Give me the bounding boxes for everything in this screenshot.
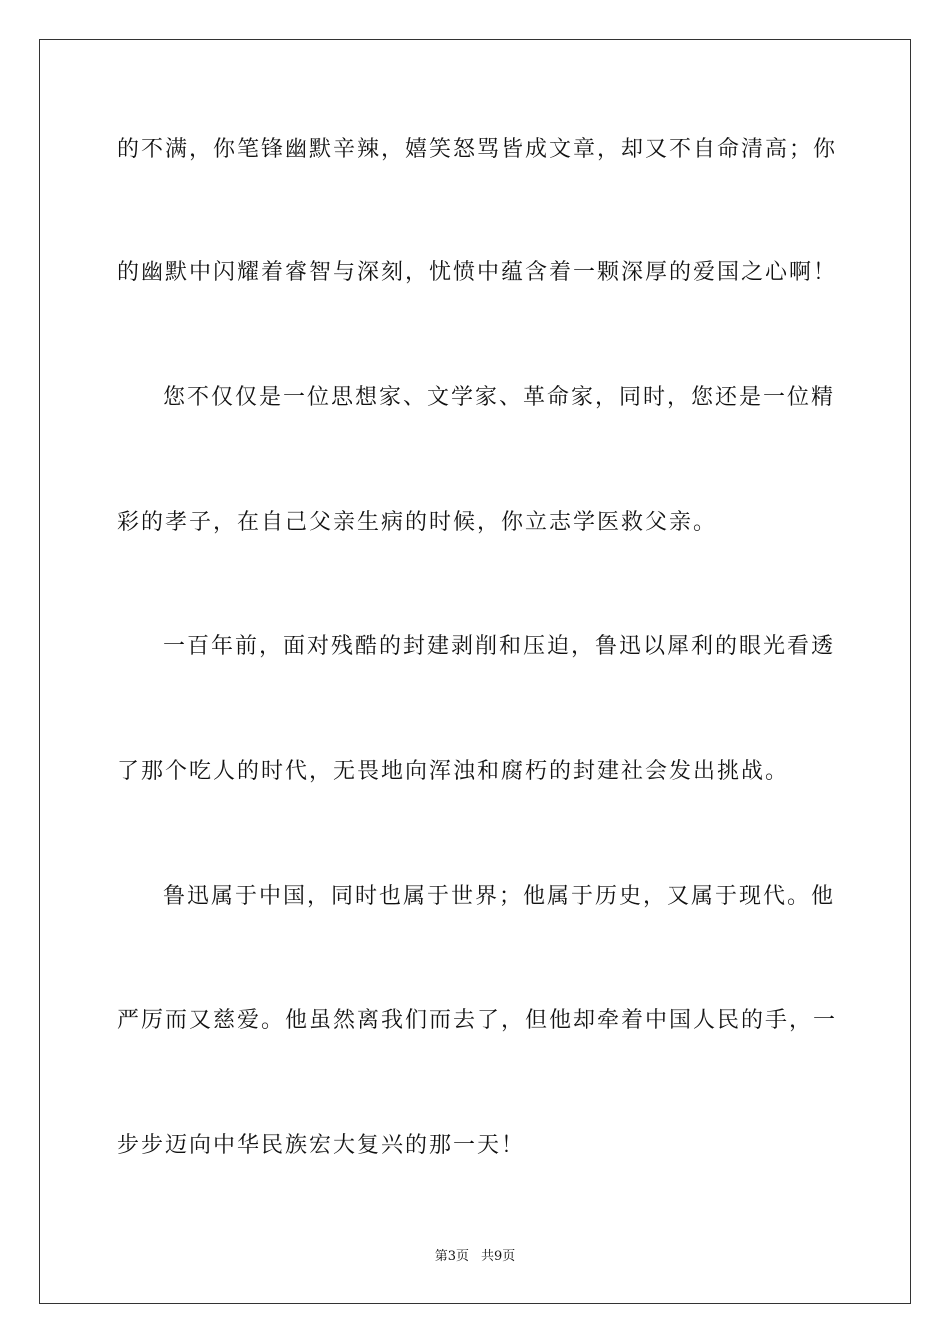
text-line: 步步迈向中华民族宏大复兴的那一天！ (117, 1133, 526, 1158)
page-border (39, 39, 911, 1304)
text-line: 的幽默中闪耀着睿智与深刻，忧愤中蕴含着一颗深厚的爱国之心啊！ (117, 260, 838, 285)
text-line: 彩的孝子，在自己父亲生病的时候，你立志学医救父亲。 (117, 510, 718, 535)
text-line: 的不满，你笔锋幽默辛辣，嬉笑怒骂皆成文章，却又不自命清高；你 (117, 137, 838, 162)
text-line: 鲁迅属于中国，同时也属于世界；他属于历史，又属于现代。他 (163, 884, 836, 909)
text-line: 严厉而又慈爱。他虽然离我们而去了，但他却牵着中国人民的手，一 (117, 1008, 838, 1033)
text-line: 了那个吃人的时代，无畏地向浑浊和腐朽的封建社会发出挑战。 (117, 759, 790, 784)
page-number: 第3页 (434, 1249, 469, 1264)
page-footer (0, 1248, 950, 1266)
text-line: 一百年前，面对残酷的封建剥削和压迫，鲁迅以犀利的眼光看透 (163, 634, 836, 659)
text-line: 您不仅仅是一位思想家、文学家、革命家，同时，您还是一位精 (163, 385, 836, 410)
page-total: 共9页 (481, 1249, 516, 1264)
